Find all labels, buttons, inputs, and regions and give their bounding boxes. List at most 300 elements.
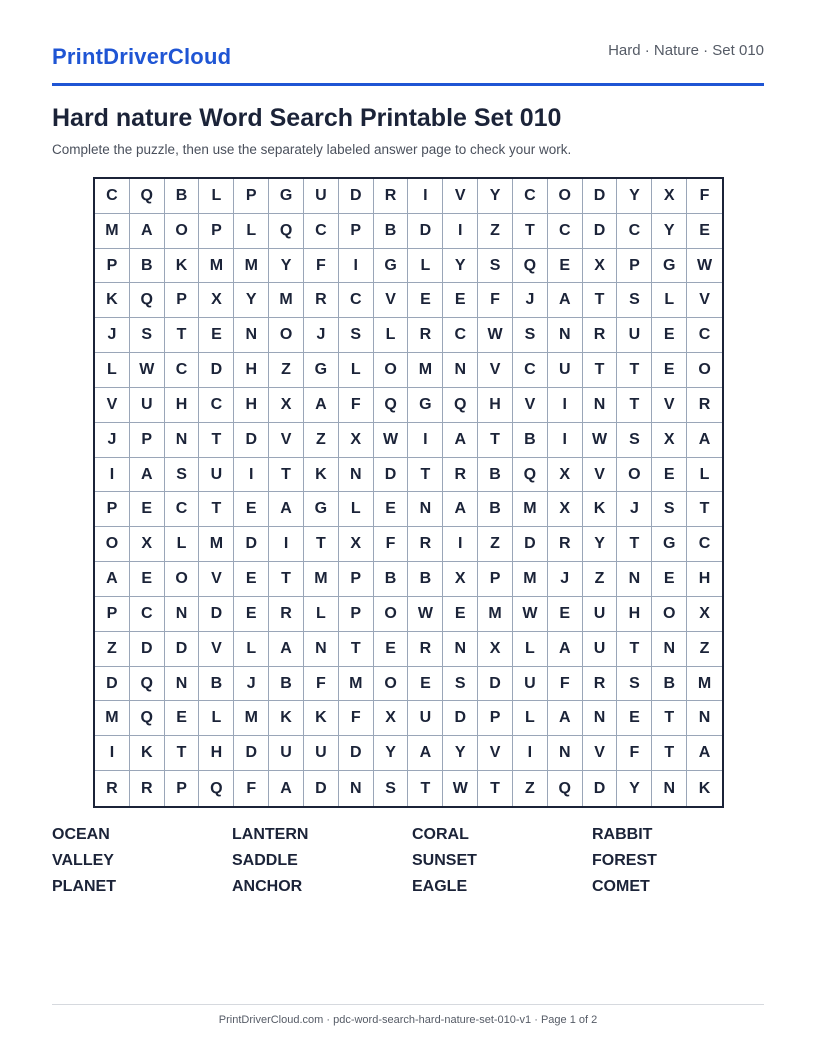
grid-cell: H xyxy=(165,388,200,423)
grid-cell: L xyxy=(513,701,548,736)
grid-cell: E xyxy=(199,318,234,353)
grid-cell: K xyxy=(304,458,339,493)
grid-cell: D xyxy=(234,736,269,771)
grid-cell: P xyxy=(234,179,269,214)
grid-cell: V xyxy=(199,632,234,667)
grid-cell: I xyxy=(408,423,443,458)
grid-cell: N xyxy=(339,458,374,493)
grid-cell: E xyxy=(652,562,687,597)
grid-cell: F xyxy=(304,249,339,284)
word-list-item: COMET xyxy=(592,878,650,895)
grid-cell: B xyxy=(652,667,687,702)
grid-cell: Z xyxy=(95,632,130,667)
grid-cell: C xyxy=(513,353,548,388)
grid-cell: A xyxy=(269,771,304,806)
grid-cell: T xyxy=(269,458,304,493)
grid-cell: B xyxy=(269,667,304,702)
grid-cell: J xyxy=(95,318,130,353)
grid-cell: G xyxy=(304,492,339,527)
grid-cell: T xyxy=(687,492,722,527)
grid-cell: V xyxy=(583,458,618,493)
grid-cell: D xyxy=(234,527,269,562)
grid-cell: U xyxy=(548,353,583,388)
grid-cell: E xyxy=(130,492,165,527)
grid-cell: D xyxy=(304,771,339,806)
grid-cell: I xyxy=(339,249,374,284)
grid-cell: J xyxy=(548,562,583,597)
page-subtitle: Complete the puzzle, then use the separately labeled answer page to check your work. xyxy=(52,142,572,157)
grid-cell: U xyxy=(199,458,234,493)
grid-cell: I xyxy=(95,736,130,771)
grid-cell: T xyxy=(339,632,374,667)
grid-cell: R xyxy=(583,318,618,353)
grid-cell: F xyxy=(304,667,339,702)
grid-cell: D xyxy=(478,667,513,702)
grid-cell: V xyxy=(374,283,409,318)
grid-cell: B xyxy=(478,492,513,527)
word-list xyxy=(52,826,772,904)
grid-cell: X xyxy=(548,458,583,493)
grid-cell: T xyxy=(617,388,652,423)
grid-cell: L xyxy=(165,527,200,562)
grid-cell: H xyxy=(234,353,269,388)
grid-cell: T xyxy=(478,423,513,458)
grid-cell: T xyxy=(617,632,652,667)
grid-cell: S xyxy=(617,283,652,318)
grid-cell: Z xyxy=(269,353,304,388)
grid-cell: Q xyxy=(130,179,165,214)
grid-cell: R xyxy=(408,318,443,353)
grid-cell: M xyxy=(513,492,548,527)
footer-divider xyxy=(52,1004,764,1005)
grid-cell: K xyxy=(95,283,130,318)
grid-cell: U xyxy=(408,701,443,736)
grid-cell: E xyxy=(443,283,478,318)
grid-cell: X xyxy=(339,423,374,458)
grid-cell: T xyxy=(269,562,304,597)
grid-cell: B xyxy=(374,562,409,597)
grid-cell: X xyxy=(199,283,234,318)
grid-cell: A xyxy=(548,632,583,667)
grid-cell: P xyxy=(95,492,130,527)
grid-cell: I xyxy=(443,527,478,562)
grid-cell: M xyxy=(234,249,269,284)
word-list-item: OCEAN xyxy=(52,826,110,843)
grid-cell: W xyxy=(408,597,443,632)
grid-cell: R xyxy=(408,527,443,562)
grid-cell: U xyxy=(269,736,304,771)
grid-cell: O xyxy=(165,214,200,249)
grid-cell: Z xyxy=(478,214,513,249)
grid-cell: V xyxy=(513,388,548,423)
grid-cell: U xyxy=(130,388,165,423)
grid-cell: R xyxy=(443,458,478,493)
grid-cell: N xyxy=(652,771,687,806)
grid-cell: J xyxy=(234,667,269,702)
grid-cell: V xyxy=(199,562,234,597)
grid-cell: A xyxy=(130,458,165,493)
grid-cell: J xyxy=(95,423,130,458)
grid-cell: P xyxy=(95,597,130,632)
grid-cell: C xyxy=(95,179,130,214)
grid-cell: Y xyxy=(234,283,269,318)
grid-cell: U xyxy=(583,632,618,667)
grid-cell: R xyxy=(304,283,339,318)
grid-cell: S xyxy=(339,318,374,353)
grid-cell: H xyxy=(199,736,234,771)
grid-cell: A xyxy=(130,214,165,249)
grid-cell: P xyxy=(165,283,200,318)
grid-cell: Y xyxy=(617,179,652,214)
grid-cell: M xyxy=(339,667,374,702)
grid-cell: I xyxy=(234,458,269,493)
grid-cell: L xyxy=(513,632,548,667)
grid-cell: Q xyxy=(130,667,165,702)
grid-cell: Y xyxy=(652,214,687,249)
grid-cell: T xyxy=(408,771,443,806)
grid-cell: D xyxy=(583,179,618,214)
grid-cell: E xyxy=(687,214,722,249)
grid-cell: O xyxy=(617,458,652,493)
grid-cell: D xyxy=(374,458,409,493)
grid-cell: X xyxy=(548,492,583,527)
grid-cell: O xyxy=(165,562,200,597)
grid-cell: G xyxy=(269,179,304,214)
grid-cell: E xyxy=(548,249,583,284)
grid-cell: C xyxy=(687,318,722,353)
grid-cell: T xyxy=(652,701,687,736)
grid-cell: O xyxy=(687,353,722,388)
grid-cell: A xyxy=(95,562,130,597)
grid-cell: R xyxy=(269,597,304,632)
grid-cell: U xyxy=(304,736,339,771)
grid-cell: E xyxy=(165,701,200,736)
grid-cell: G xyxy=(652,527,687,562)
grid-cell: L xyxy=(374,318,409,353)
grid-cell: T xyxy=(478,771,513,806)
grid-cell: E xyxy=(652,458,687,493)
grid-cell: S xyxy=(130,318,165,353)
grid-cell: L xyxy=(408,249,443,284)
grid-cell: E xyxy=(548,597,583,632)
grid-cell: X xyxy=(443,562,478,597)
grid-cell: V xyxy=(269,423,304,458)
grid-cell: D xyxy=(408,214,443,249)
grid-cell: L xyxy=(199,701,234,736)
grid-cell: A xyxy=(269,492,304,527)
grid-cell: T xyxy=(165,318,200,353)
grid-cell: T xyxy=(617,353,652,388)
grid-cell: C xyxy=(513,179,548,214)
grid-cell: C xyxy=(304,214,339,249)
grid-cell: Z xyxy=(478,527,513,562)
grid-cell: P xyxy=(95,249,130,284)
grid-cell: V xyxy=(687,283,722,318)
grid-cell: I xyxy=(548,388,583,423)
grid-cell: U xyxy=(617,318,652,353)
grid-cell: B xyxy=(513,423,548,458)
grid-cell: E xyxy=(617,701,652,736)
grid-cell: C xyxy=(548,214,583,249)
grid-cell: S xyxy=(478,249,513,284)
grid-cell: I xyxy=(269,527,304,562)
grid-cell: D xyxy=(234,423,269,458)
grid-cell: S xyxy=(652,492,687,527)
grid-cell: I xyxy=(95,458,130,493)
grid-cell: M xyxy=(408,353,443,388)
grid-cell: L xyxy=(339,353,374,388)
word-list-item: SADDLE xyxy=(232,852,298,869)
grid-cell: A xyxy=(548,283,583,318)
grid-cell: K xyxy=(130,736,165,771)
grid-cell: B xyxy=(408,562,443,597)
grid-cell: V xyxy=(583,736,618,771)
word-list-item: RABBIT xyxy=(592,826,653,843)
grid-cell: D xyxy=(165,632,200,667)
word-list-item: VALLEY xyxy=(52,852,114,869)
grid-cell: R xyxy=(374,179,409,214)
grid-cell: X xyxy=(478,632,513,667)
grid-cell: L xyxy=(95,353,130,388)
grid-cell: P xyxy=(130,423,165,458)
grid-cell: U xyxy=(304,179,339,214)
header-divider xyxy=(52,83,764,86)
grid-cell: O xyxy=(269,318,304,353)
grid-cell: E xyxy=(408,667,443,702)
grid-cell: X xyxy=(374,701,409,736)
grid-cell: T xyxy=(617,527,652,562)
grid-cell: O xyxy=(95,527,130,562)
grid-cell: D xyxy=(95,667,130,702)
grid-cell: A xyxy=(304,388,339,423)
grid-cell: Q xyxy=(269,214,304,249)
grid-cell: W xyxy=(513,597,548,632)
grid-cell: N xyxy=(408,492,443,527)
grid-cell: D xyxy=(130,632,165,667)
grid-cell: A xyxy=(687,736,722,771)
grid-cell: S xyxy=(165,458,200,493)
grid-cell: I xyxy=(513,736,548,771)
grid-cell: R xyxy=(408,632,443,667)
grid-cell: P xyxy=(339,214,374,249)
grid-cell: V xyxy=(95,388,130,423)
grid-cell: R xyxy=(95,771,130,806)
grid-cell: J xyxy=(304,318,339,353)
grid-cell: X xyxy=(583,249,618,284)
grid-cell: M xyxy=(513,562,548,597)
grid-cell: X xyxy=(130,527,165,562)
grid-cell: M xyxy=(687,667,722,702)
grid-cell: K xyxy=(269,701,304,736)
grid-cell: X xyxy=(687,597,722,632)
grid-cell: Y xyxy=(269,249,304,284)
grid-cell: L xyxy=(687,458,722,493)
grid-cell: L xyxy=(652,283,687,318)
grid-cell: H xyxy=(478,388,513,423)
grid-cell: K xyxy=(304,701,339,736)
grid-cell: D xyxy=(583,214,618,249)
grid-cell: F xyxy=(374,527,409,562)
grid-cell: N xyxy=(165,597,200,632)
grid-cell: D xyxy=(443,701,478,736)
grid-cell: L xyxy=(234,632,269,667)
grid-cell: C xyxy=(443,318,478,353)
grid-cell: Z xyxy=(304,423,339,458)
grid-cell: V xyxy=(478,736,513,771)
grid-cell: Q xyxy=(443,388,478,423)
grid-cell: F xyxy=(548,667,583,702)
grid-cell: C xyxy=(617,214,652,249)
grid-cell: C xyxy=(130,597,165,632)
word-search-grid xyxy=(93,177,724,808)
grid-cell: Q xyxy=(199,771,234,806)
grid-cell: X xyxy=(652,423,687,458)
grid-cell: N xyxy=(583,388,618,423)
grid-cell: L xyxy=(339,492,374,527)
word-list-item: FOREST xyxy=(592,852,657,869)
grid-cell: N xyxy=(687,701,722,736)
grid-cell: D xyxy=(339,736,374,771)
grid-cell: B xyxy=(374,214,409,249)
grid-cell: K xyxy=(698,779,711,797)
grid-cell: W xyxy=(443,771,478,806)
grid-cell: M xyxy=(95,701,130,736)
grid-cell: O xyxy=(374,667,409,702)
grid-cell: F xyxy=(234,771,269,806)
grid-cell: C xyxy=(165,492,200,527)
grid-cell: O xyxy=(374,597,409,632)
grid-cell: L xyxy=(234,214,269,249)
page-title: Hard nature Word Search Printable Set 010 xyxy=(52,104,562,132)
grid-cell: Y xyxy=(443,736,478,771)
grid-cell: T xyxy=(304,527,339,562)
grid-cell: Z xyxy=(687,632,722,667)
grid-cell: N xyxy=(583,701,618,736)
grid-cell: T xyxy=(165,736,200,771)
grid-cell: D xyxy=(199,353,234,388)
grid-cell: S xyxy=(513,318,548,353)
grid-cell: E xyxy=(408,283,443,318)
grid-cell: X xyxy=(339,527,374,562)
grid-cell: G xyxy=(374,249,409,284)
grid-cell: E xyxy=(374,632,409,667)
grid-cell: N xyxy=(548,318,583,353)
grid-cell: W xyxy=(583,423,618,458)
grid-cell: F xyxy=(478,283,513,318)
grid-cell: F xyxy=(339,701,374,736)
grid-cell: M xyxy=(304,562,339,597)
grid-cell: B xyxy=(165,179,200,214)
grid-cell: T xyxy=(199,492,234,527)
grid-cell: N xyxy=(165,423,200,458)
grid-cell: X xyxy=(652,179,687,214)
grid-cell: S xyxy=(617,423,652,458)
grid-cell: P xyxy=(339,562,374,597)
grid-cell: A xyxy=(408,736,443,771)
grid-cell: E xyxy=(234,597,269,632)
grid-cell: E xyxy=(234,562,269,597)
grid-cell: P xyxy=(199,214,234,249)
grid-cell: F xyxy=(339,388,374,423)
grid-cell: H xyxy=(617,597,652,632)
grid-cell: P xyxy=(478,701,513,736)
grid-cell: E xyxy=(652,353,687,388)
grid-cell: R xyxy=(687,388,722,423)
grid-cell: Y xyxy=(443,249,478,284)
grid-cell: X xyxy=(269,388,304,423)
grid-cell: K xyxy=(583,492,618,527)
grid-cell: C xyxy=(165,353,200,388)
grid-cell: L xyxy=(304,597,339,632)
grid-cell: A xyxy=(443,423,478,458)
grid-cell: M xyxy=(199,249,234,284)
grid-cell: N xyxy=(548,736,583,771)
grid-cell: A xyxy=(687,423,722,458)
grid-cell: V xyxy=(478,353,513,388)
grid-cell: F xyxy=(617,736,652,771)
grid-cell: Q xyxy=(548,771,583,806)
grid-cell: A xyxy=(548,701,583,736)
grid-cell: T xyxy=(583,353,618,388)
grid-cell: Q xyxy=(374,388,409,423)
grid-cell: U xyxy=(513,667,548,702)
grid-cell: R xyxy=(583,667,618,702)
grid-cell: M xyxy=(269,283,304,318)
grid-cell: T xyxy=(652,736,687,771)
word-list-item: PLANET xyxy=(52,878,116,895)
grid-cell: F xyxy=(687,179,722,214)
grid-cell: T xyxy=(199,423,234,458)
brand-logo: PrintDriverCloud xyxy=(52,44,232,69)
grid-cell: P xyxy=(165,771,200,806)
grid-cell: H xyxy=(687,562,722,597)
grid-cell: D xyxy=(513,527,548,562)
grid-cell: P xyxy=(478,562,513,597)
grid-cell: K xyxy=(165,249,200,284)
grid-cell: O xyxy=(652,597,687,632)
grid-cell: U xyxy=(583,597,618,632)
grid-cell: O xyxy=(374,353,409,388)
grid-cell: I xyxy=(548,423,583,458)
grid-cell: C xyxy=(199,388,234,423)
grid-cell: J xyxy=(617,492,652,527)
grid-cell: M xyxy=(478,597,513,632)
grid-cell: A xyxy=(269,632,304,667)
grid-cell: H xyxy=(234,388,269,423)
grid-cell: P xyxy=(339,597,374,632)
grid-cell: T xyxy=(513,214,548,249)
grid-cell: D xyxy=(583,771,618,806)
word-list-item: ANCHOR xyxy=(232,878,303,895)
grid-cell: M xyxy=(199,527,234,562)
grid-cell: E xyxy=(652,318,687,353)
grid-cell: E xyxy=(443,597,478,632)
grid-cell: A xyxy=(443,492,478,527)
grid-cell: S xyxy=(617,667,652,702)
grid-cell: W xyxy=(478,318,513,353)
grid-cell: T xyxy=(583,283,618,318)
grid-cell: N xyxy=(339,771,374,806)
grid-cell: E xyxy=(374,492,409,527)
grid-cell: N xyxy=(304,632,339,667)
grid-cell: W xyxy=(687,249,722,284)
puzzle-meta: Hard · Nature · Set 010 xyxy=(608,42,764,59)
grid-cell: N xyxy=(443,353,478,388)
grid-cell: M xyxy=(95,214,130,249)
grid-cell: I xyxy=(408,179,443,214)
grid-cell: B xyxy=(478,458,513,493)
grid-cell: Q xyxy=(513,249,548,284)
